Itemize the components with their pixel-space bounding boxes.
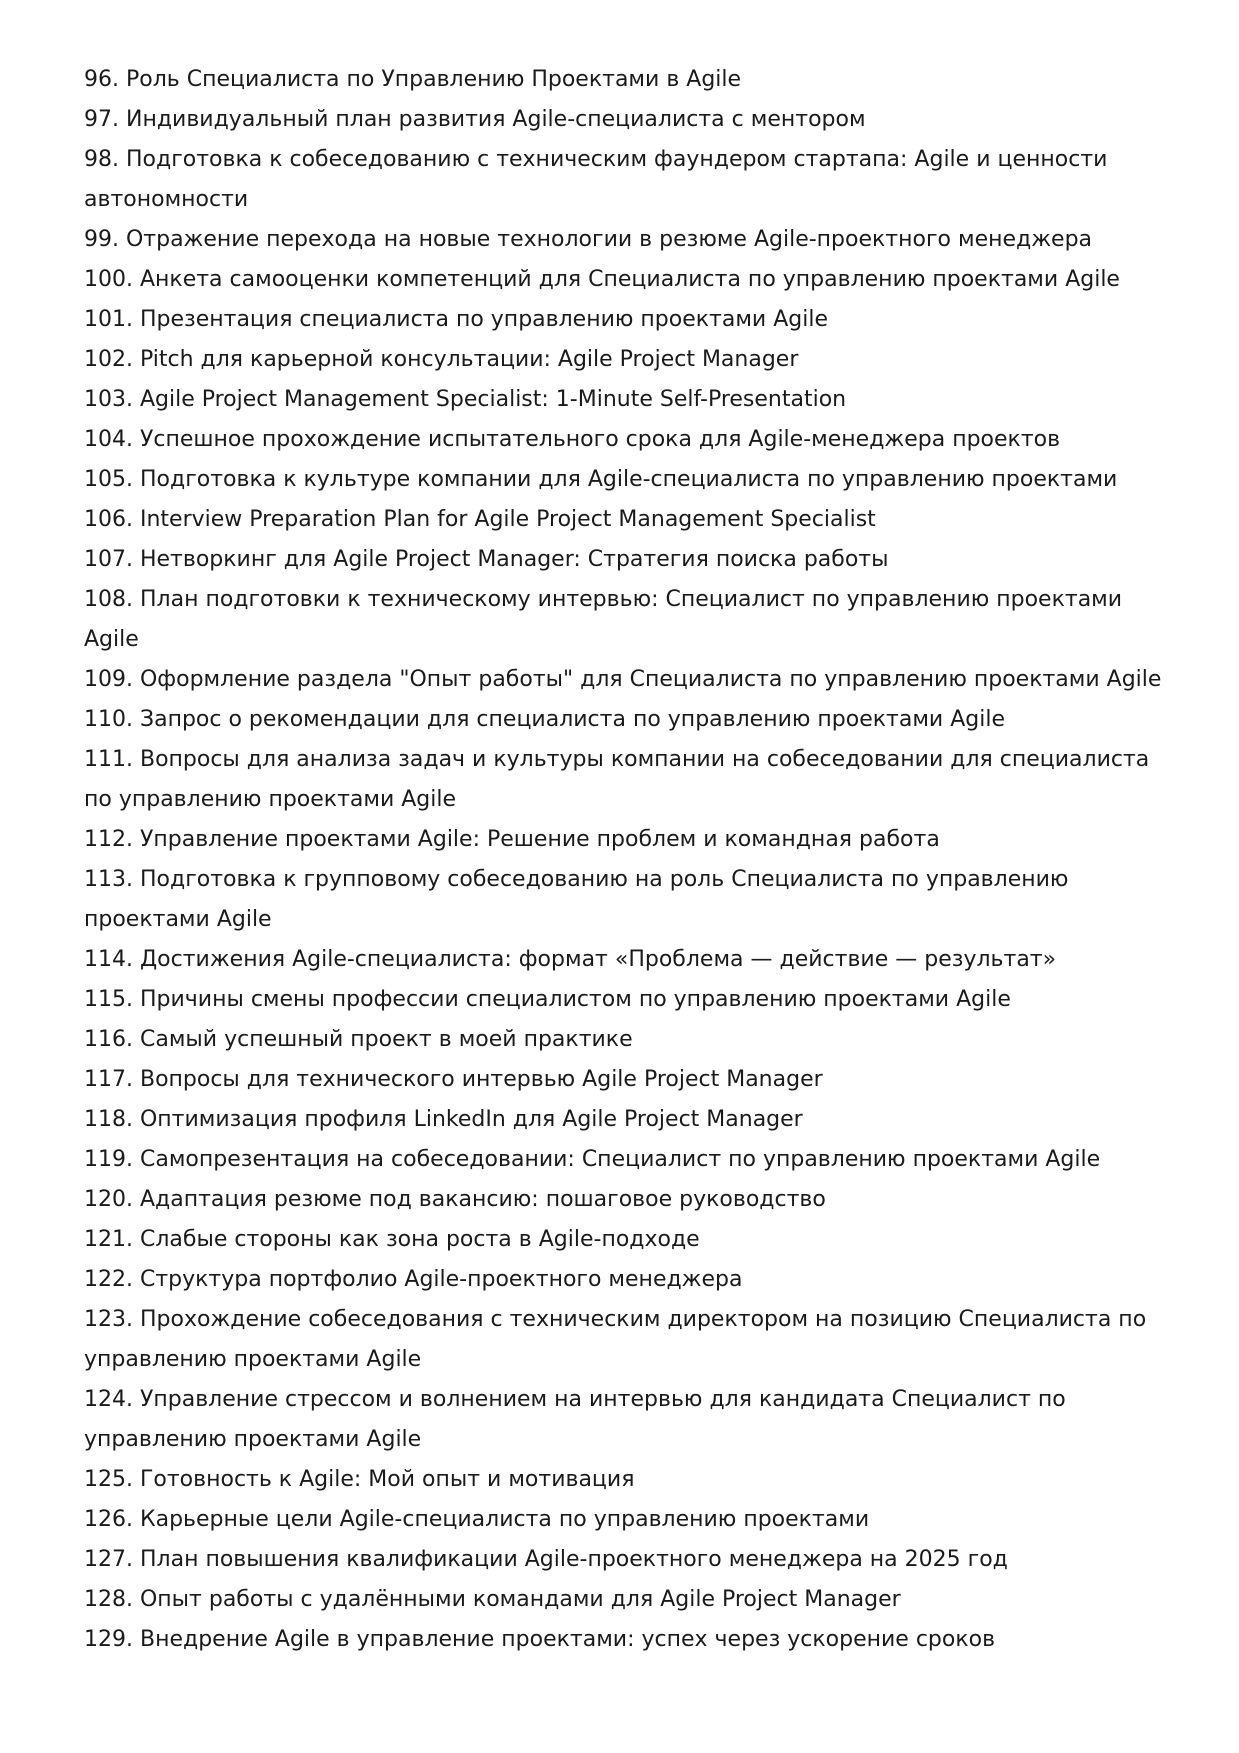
list-item: 110. Запрос о рекомендации для специалиста по управлению проектами Agile bbox=[84, 707, 1005, 732]
list-item: 101. Презентация специалиста по управлению проектами Agile bbox=[84, 307, 828, 332]
list-item: 99. Отражение перехода на новые технологии в резюме Agile-проектного менеджера bbox=[84, 227, 1093, 252]
list-item: 122. Структура портфолио Agile-проектного менеджера bbox=[84, 1267, 743, 1292]
list-item: 100. Анкета самооценки компетенций для Специалиста по управлению проектами Agile bbox=[84, 267, 1120, 292]
list-item: 114. Достижения Agile-специалиста: формат «Проблема — действие — результат» bbox=[84, 947, 1057, 972]
list-item: 121. Слабые стороны как зона роста в Agile-подходе bbox=[84, 1227, 700, 1252]
list-item: 107. Нетворкинг для Agile Project Manager: Стратегия поиска работы bbox=[84, 547, 889, 572]
list-item: 109. Оформление раздела "Опыт работы" для Специалиста по управлению проектами Agile bbox=[84, 667, 1162, 692]
list-item: 117. Вопросы для технического интервью Agile Project Manager bbox=[84, 1067, 823, 1092]
list-item: 123. Прохождение собеседования с техническим директором на позицию Специалиста по управлению проектами Agile bbox=[84, 1307, 1147, 1372]
list-item: 119. Самопрезентация на собеседовании: Специалист по управлению проектами Agile bbox=[84, 1147, 1101, 1172]
list-item: 102. Pitch для карьерной консультации: Agile Project Manager bbox=[84, 347, 799, 372]
list-item: 120. Адаптация резюме под вакансию: пошаговое руководство bbox=[84, 1187, 826, 1212]
list-item: 128. Опыт работы с удалёнными командами для Agile Project Manager bbox=[84, 1587, 901, 1612]
list-item: 103. Agile Project Management Specialist: 1-Minute Self-Presentation bbox=[84, 387, 847, 412]
list-item: 111. Вопросы для анализа задач и культуры компании на собеседовании для специалиста по управлению проектами Agile bbox=[84, 747, 1150, 812]
list-item: 104. Успешное прохождение испытательного срока для Agile-менеджера проектов bbox=[84, 427, 1061, 452]
list-item: 115. Причины смены профессии специалистом по управлению проектами Agile bbox=[84, 987, 1011, 1012]
list-item: 118. Оптимизация профиля LinkedIn для Agile Project Manager bbox=[84, 1107, 803, 1132]
list-item: 129. Внедрение Agile в управление проектами: успех через ускорение сроков bbox=[84, 1627, 996, 1652]
list-item: 127. План повышения квалификации Agile-проектного менеджера на 2025 год bbox=[84, 1547, 1008, 1572]
list-item: 108. План подготовки к техническому интервью: Специалист по управлению проектами Agile bbox=[84, 587, 1123, 652]
list-item: 105. Подготовка к культуре компании для Agile-специалиста по управлению проектами bbox=[84, 467, 1118, 492]
list-item: 98. Подготовка к собеседованию с техническим фаундером стартапа: Agile и ценности автономности bbox=[84, 147, 1108, 212]
list-item: 113. Подготовка к групповому собеседованию на роль Специалиста по управлению проектами Agile bbox=[84, 867, 1069, 932]
list-item: 126. Карьерные цели Agile-специалиста по управлению проектами bbox=[84, 1507, 870, 1532]
list-item: 96. Роль Специалиста по Управлению Проектами в Agile bbox=[84, 67, 742, 92]
list-item: 124. Управление стрессом и волнением на интервью для кандидата Специалист по управлению проектами Agile bbox=[84, 1387, 1066, 1452]
list-item: 125. Готовность к Agile: Мой опыт и мотивация bbox=[84, 1467, 635, 1492]
list-item: 116. Самый успешный проект в моей практике bbox=[84, 1027, 633, 1052]
topic-list bbox=[84, 60, 1164, 1660]
list-item: 112. Управление проектами Agile: Решение проблем и командная работа bbox=[84, 827, 940, 852]
list-item: 106. Interview Preparation Plan for Agile Project Management Specialist bbox=[84, 507, 876, 532]
list-item: 97. Индивидуальный план развития Agile-специалиста с ментором bbox=[84, 107, 866, 132]
